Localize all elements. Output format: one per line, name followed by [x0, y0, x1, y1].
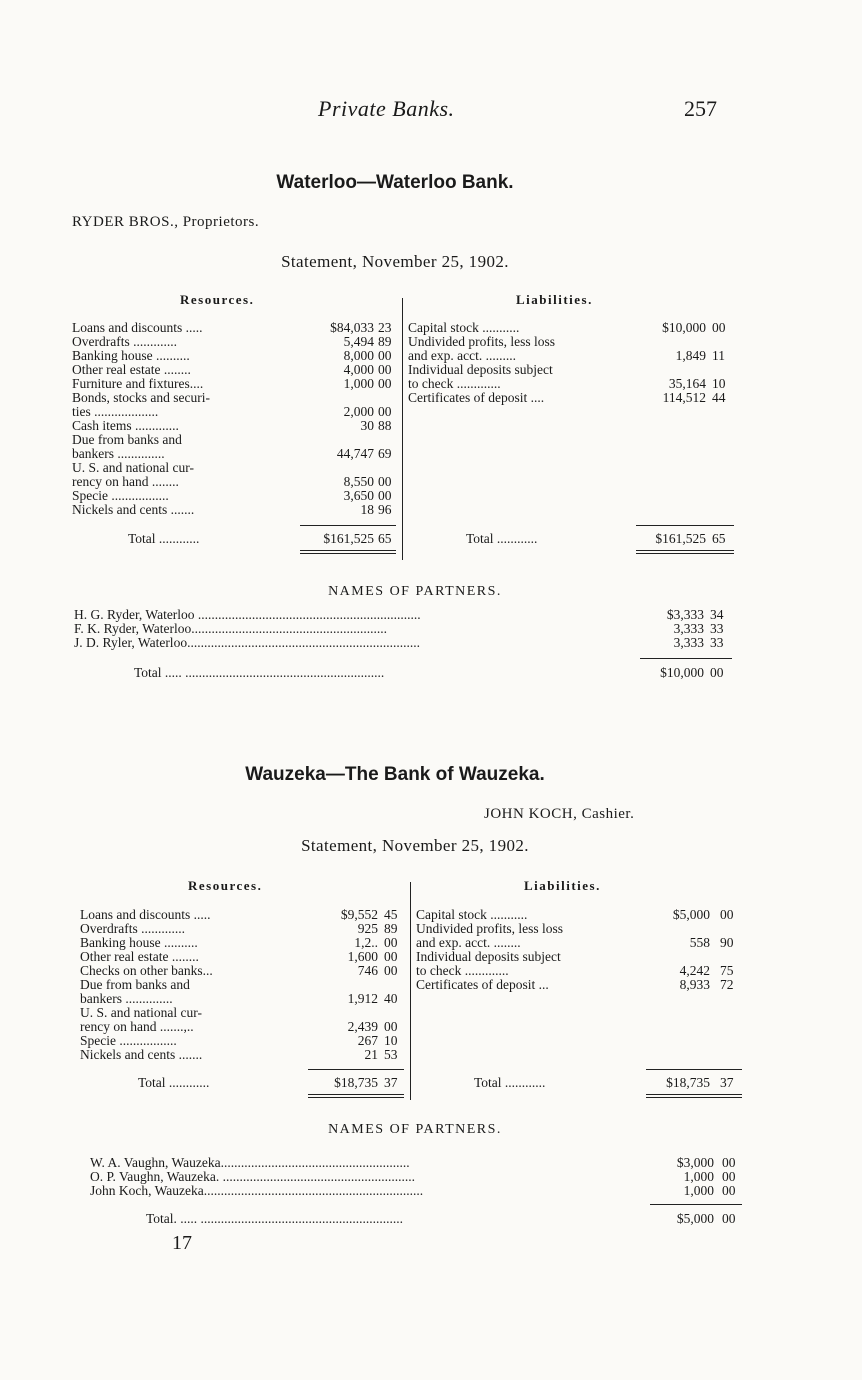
line-cents: 00 [712, 320, 726, 335]
line-label: H. G. Ryder, Waterloo .................................................................. [74, 608, 421, 622]
line-amount: $161,525 [655, 531, 706, 546]
liability-row [416, 964, 750, 978]
line-cents: 89 [384, 921, 398, 936]
line-cents: 00 [378, 404, 392, 419]
line-label: Certificates of deposit ... [416, 978, 549, 992]
liability-row [416, 950, 750, 964]
line-cents: 10 [712, 376, 726, 391]
line-label: ties ................... [72, 405, 159, 419]
liability-row [408, 335, 742, 349]
line-amount: 1,600 [347, 949, 378, 964]
total-rule [636, 525, 734, 526]
line-cents: 69 [378, 446, 392, 461]
line-amount: 746 [357, 963, 378, 978]
liabilities-heading: Liabilities. [516, 292, 593, 307]
line-label: Total. ..... ............................................................ [146, 1212, 404, 1226]
line-cents: 00 [378, 376, 392, 391]
line-amount: 1,000 [683, 1169, 714, 1184]
liability-row [408, 321, 742, 335]
liability-row [416, 978, 750, 992]
line-cents: 33 [710, 621, 724, 636]
line-amount: 2,439 [347, 1019, 378, 1034]
line-label: bankers .............. [80, 992, 173, 1006]
resource-row [72, 335, 408, 349]
resource-row [80, 1048, 414, 1062]
line-label: Specie ................. [80, 1034, 177, 1048]
liabilities-total-row [466, 532, 742, 546]
line-cents: 00 [378, 362, 392, 377]
line-label: Checks on other banks... [80, 964, 213, 978]
line-amount: 1,849 [675, 348, 706, 363]
resource-row [72, 405, 408, 419]
total-rule [308, 1069, 404, 1070]
resource-row [80, 1006, 414, 1020]
line-cents: 72 [720, 977, 734, 992]
line-amount: 3,333 [673, 635, 704, 650]
partners-heading: NAMES OF PARTNERS. [328, 1122, 502, 1137]
resource-row [80, 936, 414, 950]
line-label: Furniture and fixtures.... [72, 377, 204, 391]
line-amount: 925 [357, 921, 378, 936]
line-label: Undivided profits, less loss [416, 922, 563, 936]
running-title: Private Banks. [318, 96, 455, 121]
line-amount: $10,000 [662, 320, 706, 335]
line-amount: 3,333 [673, 621, 704, 636]
resource-row [72, 377, 408, 391]
line-label: Cash items ............. [72, 419, 179, 433]
line-label: Nickels and cents ....... [80, 1048, 203, 1062]
resources-total-row [128, 532, 408, 546]
line-label: Due from banks and [80, 978, 190, 992]
resource-row [80, 992, 414, 1006]
line-label: Overdrafts ............. [80, 922, 185, 936]
resources-heading: Resources. [188, 878, 263, 893]
line-amount: 8,933 [679, 977, 710, 992]
line-label: rency on hand .......,.. [80, 1020, 194, 1034]
line-cents: 00 [378, 474, 392, 489]
bank-officer: RYDER BROS., Proprietors. [72, 214, 260, 230]
line-cents: 65 [712, 531, 726, 546]
statement-date: Statement, November 25, 1902. [281, 252, 509, 271]
double-rule [636, 553, 734, 554]
line-amount: 1,000 [343, 376, 374, 391]
line-cents: 45 [384, 907, 398, 922]
line-amount: $5,000 [676, 1211, 714, 1226]
partners-total-row [146, 1212, 752, 1226]
line-label: Individual deposits subject [416, 950, 561, 964]
resource-row [72, 489, 408, 503]
line-amount: $9,552 [340, 907, 378, 922]
line-label: Nickels and cents ....... [72, 503, 195, 517]
line-label: Loans and discounts ..... [72, 321, 203, 335]
line-amount: 18 [360, 502, 374, 517]
line-amount: 35,164 [668, 376, 706, 391]
resource-row [72, 321, 408, 335]
line-amount: 4,242 [679, 963, 710, 978]
line-label: Banking house .......... [80, 936, 198, 950]
line-label: to check ............. [408, 377, 501, 391]
line-amount: 267 [357, 1033, 378, 1048]
line-label: Total ............ [466, 532, 538, 546]
partner-row [90, 1156, 752, 1170]
line-amount: 3,650 [343, 488, 374, 503]
line-amount: 1,2.. [354, 935, 378, 950]
line-amount: 2,000 [343, 404, 374, 419]
partner-row [90, 1170, 752, 1184]
line-label: and exp. acct. ........ [416, 936, 521, 950]
resource-row [80, 964, 414, 978]
line-label: Bonds, stocks and securi- [72, 391, 210, 405]
line-label: F. K. Ryder, Waterloo.......................................................... [74, 622, 387, 636]
line-amount: 21 [364, 1047, 378, 1062]
resource-row [72, 461, 408, 475]
line-label: Other real estate ........ [72, 363, 191, 377]
line-label: O. P. Vaughn, Wauzeka. ......................................................... [90, 1170, 416, 1184]
resource-row [72, 475, 408, 489]
liability-row [416, 922, 750, 936]
liability-row [416, 908, 750, 922]
line-cents: 37 [720, 1075, 734, 1090]
resource-row [80, 1020, 414, 1034]
resource-row [72, 419, 408, 433]
line-label: J. D. Ryler, Waterloo..................................................................... [74, 636, 420, 650]
line-amount: 30 [360, 418, 374, 433]
line-amount: $161,525 [323, 531, 374, 546]
line-cents: 44 [712, 390, 726, 405]
total-rule [300, 525, 396, 526]
line-label: Due from banks and [72, 433, 182, 447]
line-label: U. S. and national cur- [72, 461, 194, 475]
resource-row [80, 1034, 414, 1048]
signature-mark: 17 [172, 1232, 192, 1254]
double-rule [646, 1097, 742, 1098]
resources-total-row [138, 1076, 414, 1090]
line-amount: 558 [689, 935, 710, 950]
line-label: Other real estate ........ [80, 950, 199, 964]
line-amount: 4,000 [343, 362, 374, 377]
liability-row [408, 349, 742, 363]
line-cents: 00 [722, 1155, 736, 1170]
line-label: U. S. and national cur- [80, 1006, 202, 1020]
line-cents: 53 [384, 1047, 398, 1062]
line-cents: 00 [722, 1211, 736, 1226]
double-rule [308, 1094, 404, 1095]
line-label: Capital stock ........... [416, 908, 528, 922]
line-cents: 88 [378, 418, 392, 433]
line-label: Capital stock ........... [408, 321, 520, 335]
line-cents: 00 [384, 963, 398, 978]
line-amount: $3,000 [676, 1155, 714, 1170]
line-amount: $84,033 [330, 320, 374, 335]
total-rule [650, 1204, 742, 1205]
line-cents: 65 [378, 531, 392, 546]
line-amount: 5,494 [343, 334, 374, 349]
line-amount: 114,512 [662, 390, 706, 405]
bank-title: Waterloo—Waterloo Bank. [276, 172, 514, 193]
resources-heading: Resources. [180, 292, 255, 307]
liability-row [408, 377, 742, 391]
resource-row [72, 447, 408, 461]
line-label: Undivided profits, less loss [408, 335, 555, 349]
partners-total-row [134, 666, 740, 680]
line-label: and exp. acct. ......... [408, 349, 516, 363]
line-amount: 1,000 [683, 1183, 714, 1198]
line-label: Total ..... ........................................................... [134, 666, 385, 680]
line-amount: 8,000 [343, 348, 374, 363]
liability-row [408, 391, 742, 405]
resource-row [80, 922, 414, 936]
resource-row [80, 908, 414, 922]
line-amount: $18,735 [666, 1075, 710, 1090]
line-label: John Koch, Wauzeka................................................................. [90, 1184, 424, 1198]
resource-row [72, 503, 408, 517]
bank-title: Wauzeka—The Bank of Wauzeka. [245, 764, 545, 785]
line-cents: 34 [710, 607, 724, 622]
line-amount: $5,000 [672, 907, 710, 922]
line-label: to check ............. [416, 964, 509, 978]
line-cents: 89 [378, 334, 392, 349]
line-amount: 8,550 [343, 474, 374, 489]
running-head [0, 96, 862, 126]
total-rule [640, 658, 732, 659]
resource-row [80, 978, 414, 992]
liability-row [416, 936, 750, 950]
line-cents: 00 [378, 488, 392, 503]
line-label: bankers .............. [72, 447, 165, 461]
resource-row [72, 391, 408, 405]
resource-row [80, 950, 414, 964]
line-cents: 00 [384, 935, 398, 950]
line-cents: 10 [384, 1033, 398, 1048]
partners-heading: NAMES OF PARTNERS. [328, 584, 502, 599]
line-cents: 00 [384, 949, 398, 964]
line-amount: $10,000 [660, 665, 704, 680]
line-amount: $18,735 [334, 1075, 378, 1090]
line-label: Loans and discounts ..... [80, 908, 211, 922]
partner-row [74, 608, 740, 622]
line-cents: 96 [378, 502, 392, 517]
resource-row [72, 349, 408, 363]
double-rule [308, 1097, 404, 1098]
line-amount: $3,333 [666, 607, 704, 622]
line-cents: 00 [720, 907, 734, 922]
line-cents: 33 [710, 635, 724, 650]
total-rule [646, 1069, 742, 1070]
line-cents: 11 [712, 348, 725, 363]
double-rule [636, 550, 734, 551]
bank-officer: JOHN KOCH, Cashier. [484, 806, 635, 822]
double-rule [300, 550, 396, 551]
liability-row [408, 363, 742, 377]
line-cents: 40 [384, 991, 398, 1006]
partner-row [74, 622, 740, 636]
resource-row [72, 433, 408, 447]
line-amount: 1,912 [347, 991, 378, 1006]
line-cents: 00 [722, 1169, 736, 1184]
line-label: Total ............ [474, 1076, 546, 1090]
line-label: Individual deposits subject [408, 363, 553, 377]
line-label: Total ............ [128, 532, 200, 546]
resource-row [72, 363, 408, 377]
line-label: W. A. Vaughn, Wauzeka........................................................ [90, 1156, 410, 1170]
line-label: rency on hand ........ [72, 475, 179, 489]
line-cents: 00 [722, 1183, 736, 1198]
liabilities-total-row [474, 1076, 750, 1090]
partner-row [90, 1184, 752, 1198]
line-cents: 75 [720, 963, 734, 978]
line-label: Total ............ [138, 1076, 210, 1090]
line-cents: 00 [710, 665, 724, 680]
line-cents: 00 [384, 1019, 398, 1034]
double-rule [646, 1094, 742, 1095]
line-label: Banking house .......... [72, 349, 190, 363]
statement-date: Statement, November 25, 1902. [301, 836, 529, 855]
line-amount: 44,747 [336, 446, 374, 461]
page-number: 257 [684, 96, 717, 121]
line-cents: 00 [378, 348, 392, 363]
line-label: Certificates of deposit .... [408, 391, 545, 405]
line-cents: 90 [720, 935, 734, 950]
line-cents: 23 [378, 320, 392, 335]
line-label: Overdrafts ............. [72, 335, 177, 349]
double-rule [300, 553, 396, 554]
line-cents: 37 [384, 1075, 398, 1090]
partner-row [74, 636, 740, 650]
line-label: Specie ................. [72, 489, 169, 503]
liabilities-heading: Liabilities. [524, 878, 601, 893]
